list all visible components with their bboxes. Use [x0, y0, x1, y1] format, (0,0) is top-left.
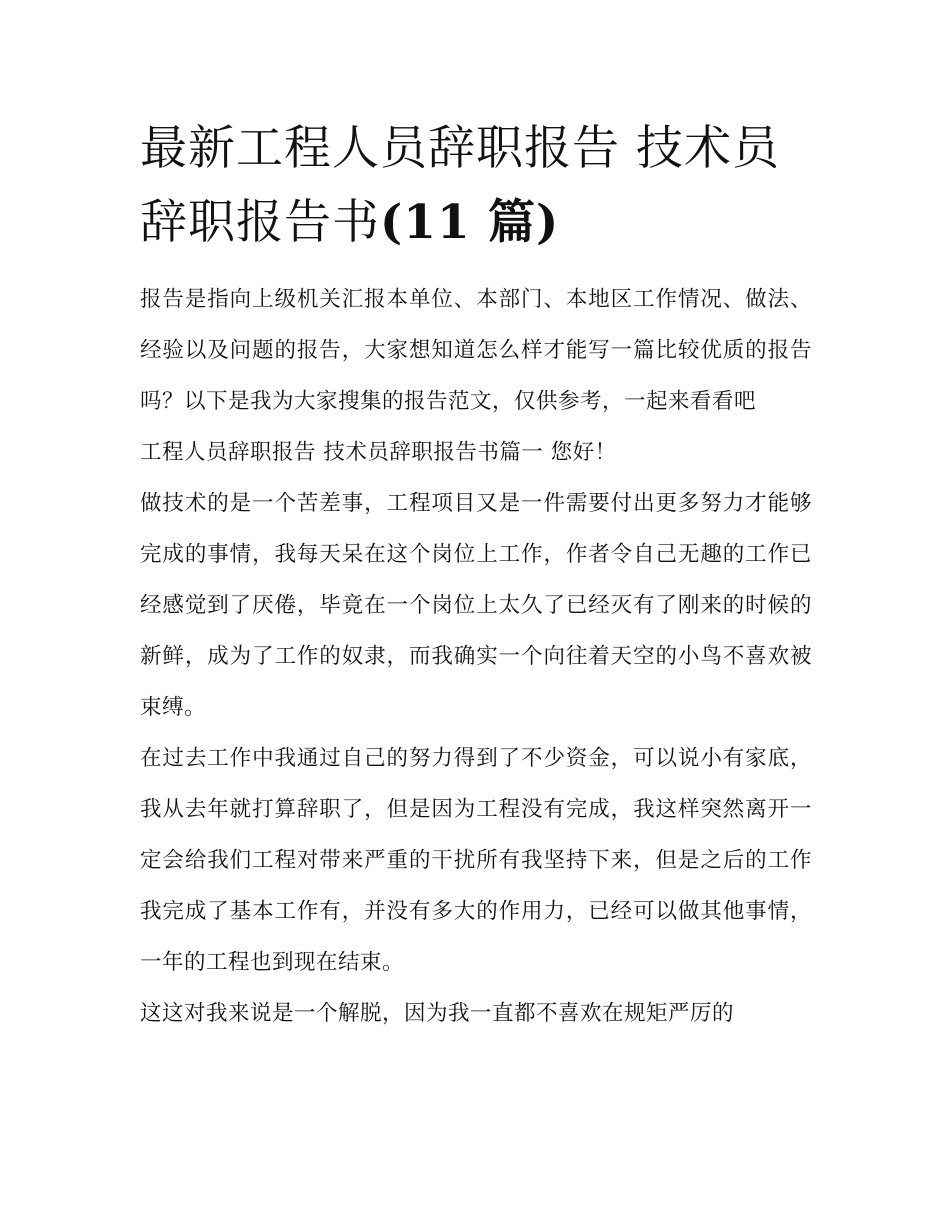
- document-content: [140, 112, 812, 1039]
- title-text: 最新工程人员辞职报告 技术员辞职报告书: [140, 121, 780, 250]
- body-paragraph: 在过去工作中我通过自己的努力得到了不少资金，可以说小有家底，我从去年就打算辞职了，但是因为工程没有完成，我这样突然离开一定会给我们工程对带来严重的干扰所有我坚持下来，但是之后的工作我完成了基本工作有，并没有多大的作用力，已经可以做其他事情，一年的工程也到现在结束。: [140, 746, 812, 975]
- body-paragraph: 做技术的是一个苦差事，工程项目又是一件需要付出更多努力才能够完成的事情，我每天呆在这个岗位上工作，作者令自己无趣的工作已经感觉到了厌倦，毕竟在一个岗位上太久了已经灭有了刚来的时候的新鲜，成为了工作的奴隶，而我确实一个向往着天空的小鸟不喜欢被束缚。: [140, 491, 812, 720]
- title-count: (11 篇): [380, 195, 560, 250]
- section-heading: 工程人员辞职报告 技术员辞职报告书篇一 您好！: [140, 440, 617, 465]
- intro-paragraph: 报告是指向上级机关汇报本单位、本部门、本地区工作情况、做法、经验以及问题的报告，大家想知道怎么样才能写一篇比较优质的报告吗？以下是我为大家搜集的报告范文，仅供参考，一起来看看吧: [140, 287, 812, 414]
- document-title: [140, 112, 812, 260]
- body-paragraph: 这这对我来说是一个解脱，因为我一直都不喜欢在规矩严厉的: [140, 1001, 735, 1026]
